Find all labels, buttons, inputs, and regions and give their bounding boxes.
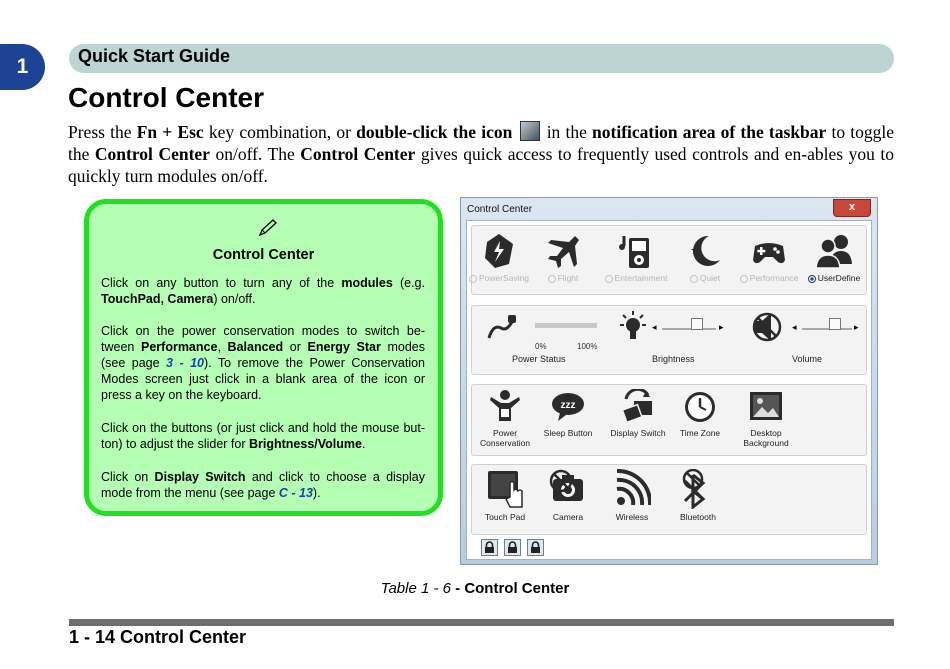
- radio-icon: [690, 275, 698, 283]
- bluetooth-button[interactable]: [663, 469, 733, 522]
- quiet-icon: [687, 232, 723, 270]
- lock-icon: [528, 540, 543, 555]
- window-title: Control Center: [467, 204, 533, 215]
- brightness-slider[interactable]: [662, 320, 716, 330]
- display-switch-button[interactable]: [603, 389, 673, 438]
- intro-bold: notification area of the taskbar: [592, 122, 827, 142]
- brightness-icon: [616, 310, 650, 344]
- intro-text: key combination, or: [203, 122, 357, 142]
- power-saving-icon: [481, 232, 517, 270]
- lock-button[interactable]: [481, 539, 498, 556]
- note-paragraph-2: [101, 323, 425, 403]
- module-label: Power Conservation: [479, 428, 531, 448]
- note-text: (e.g.: [392, 276, 425, 290]
- window-content: [466, 220, 872, 560]
- mode-label: [605, 273, 668, 283]
- power-max-label: 100%: [577, 342, 598, 351]
- note-bold: TouchPad, Camera: [101, 292, 214, 306]
- page-reference-link[interactable]: 3 - 10: [166, 356, 204, 370]
- note-text: Click on any button to turn any of the: [101, 276, 342, 290]
- intro-text: gives quick access to frequently used controls and en-ables you to quickly turn modules on/off.: [68, 144, 894, 186]
- intro-bold: Control Center: [300, 144, 416, 164]
- module-label: Camera: [552, 512, 584, 522]
- volume-decrease-icon[interactable]: ◂: [792, 322, 797, 332]
- note-bold: modules: [341, 276, 393, 290]
- chapter-number: 1: [16, 55, 29, 78]
- desktop-background-icon: [748, 389, 784, 425]
- slider-knob[interactable]: [691, 318, 703, 330]
- control-center-tray-icon: [520, 121, 540, 141]
- note-text: ,: [217, 340, 228, 354]
- note-paragraph-4: [101, 469, 425, 501]
- note-text: Click on the power conservation modes to switch be-tween: [101, 324, 425, 354]
- touch-pad-icon: [486, 469, 524, 509]
- note-text: .: [361, 437, 366, 451]
- module-label: Desktop Background: [743, 428, 789, 448]
- flight-icon: [545, 232, 581, 270]
- mode-entertainment[interactable]: [601, 232, 671, 283]
- mode-label-text: Performance: [749, 273, 799, 283]
- mode-label-text: UserDefine: [817, 273, 861, 283]
- mode-label-text: Quiet: [699, 273, 721, 283]
- mode-label-text: Flight: [557, 273, 579, 283]
- intro-bold: Control Center: [94, 144, 210, 164]
- lock-icon: [505, 540, 520, 555]
- intro-text: on/off. The: [209, 144, 301, 164]
- mode-performance[interactable]: [734, 232, 804, 283]
- devices-panel: [471, 464, 867, 535]
- module-label: Time Zone: [679, 428, 721, 438]
- volume-mute-icon: [751, 310, 785, 344]
- note-title: Control Center: [212, 247, 315, 263]
- footer-rule: [69, 619, 894, 626]
- volume-label: Volume: [792, 354, 823, 364]
- page-reference-link[interactable]: C - 13: [278, 486, 313, 500]
- caption-number: Table 1 - 6: [380, 580, 451, 597]
- power-plug-icon: [487, 314, 517, 340]
- radio-icon: [548, 275, 556, 283]
- footer-page-label: 1 - 14 Control Center: [69, 627, 247, 647]
- module-label: Display Switch: [610, 428, 666, 438]
- mode-label: [808, 273, 861, 283]
- note-text: modes (see page: [101, 340, 425, 370]
- brightness-label: Brightness: [652, 354, 695, 364]
- intro-bold: Fn + Esc: [136, 122, 204, 142]
- wireless-icon: [613, 469, 651, 509]
- mode-label-text: Entertainment: [614, 273, 668, 283]
- touch-pad-button[interactable]: [470, 469, 540, 522]
- time-zone-icon: [682, 389, 718, 425]
- time-zone-button[interactable]: [665, 389, 735, 438]
- intro-paragraph: [68, 121, 894, 187]
- mode-label-text: PowerSaving: [478, 273, 530, 283]
- mode-label: [548, 273, 579, 283]
- note-text: ) on/off.: [213, 292, 256, 306]
- pencil-icon: [257, 218, 279, 238]
- bluetooth-icon: [679, 469, 717, 509]
- intro-text: Press the: [68, 122, 137, 142]
- mode-power-saving[interactable]: [464, 232, 534, 283]
- note-box: [84, 199, 443, 516]
- note-paragraph-1: [101, 275, 425, 307]
- brightness-increase-icon[interactable]: ▸: [719, 322, 724, 332]
- chapter-tab: [0, 44, 45, 90]
- radio-icon: [740, 275, 748, 283]
- caption-title: - Control Center: [450, 580, 570, 597]
- module-label: Wireless: [615, 512, 649, 522]
- sleep-button[interactable]: [533, 389, 603, 438]
- table-caption: [0, 580, 950, 597]
- sleep-button-icon: [550, 389, 586, 425]
- control-center-window: [460, 197, 878, 565]
- radio-selected-icon: [808, 275, 816, 283]
- camera-icon: [549, 469, 587, 509]
- lock-icon: [482, 540, 497, 555]
- performance-icon: [751, 232, 787, 270]
- module-label: Bluetooth: [680, 512, 716, 522]
- power-min-label: 0%: [535, 342, 547, 351]
- module-label: Touch Pad: [484, 512, 526, 522]
- svg-text:zzz: zzz: [560, 400, 576, 411]
- mode-flight[interactable]: [528, 232, 598, 283]
- intro-text: to toggle the: [68, 122, 895, 164]
- camera-button[interactable]: [533, 469, 603, 522]
- user-define-icon: [816, 232, 852, 270]
- power-conservation-button[interactable]: [470, 389, 540, 448]
- note-text: and click to choose a display mode from the menu (see page: [101, 470, 425, 500]
- mode-label: [740, 273, 799, 283]
- mode-user-define[interactable]: [799, 232, 869, 283]
- radio-icon: [469, 275, 477, 283]
- power-status-bar: [535, 323, 597, 328]
- mode-label: [469, 273, 529, 283]
- page-title: Control Center: [68, 82, 264, 113]
- note-bold: Brightness/Volume: [249, 437, 362, 451]
- volume-slider[interactable]: [802, 320, 852, 330]
- mode-label: [690, 273, 720, 283]
- power-modes-panel: [471, 225, 867, 295]
- mode-quiet[interactable]: [670, 232, 740, 283]
- intro-bold: double-click the icon: [356, 122, 513, 142]
- header-title: Quick Start Guide: [78, 46, 231, 66]
- note-bold: Performance: [141, 340, 218, 354]
- note-bold: Energy Star: [307, 340, 381, 354]
- wireless-button[interactable]: [597, 469, 667, 522]
- note-text: ).: [312, 486, 321, 500]
- power-conservation-icon: [487, 389, 523, 425]
- note-bold: Display Switch: [154, 470, 246, 484]
- lock-button[interactable]: [527, 539, 544, 556]
- note-text: or: [283, 340, 308, 354]
- entertainment-icon: [618, 232, 654, 270]
- brightness-decrease-icon[interactable]: ◂: [652, 322, 657, 332]
- note-paragraph-3: [101, 420, 425, 452]
- module-label: Sleep Button: [543, 428, 593, 438]
- note-bold: Balanced: [227, 340, 284, 354]
- display-switch-icon: [620, 389, 656, 425]
- status-panel: [471, 305, 867, 375]
- lock-button[interactable]: [504, 539, 521, 556]
- note-text: Click on the buttons (or just click and hold the mouse but-ton) to adjust the slider for: [101, 421, 425, 451]
- intro-text: in the: [541, 122, 593, 142]
- note-text: Click on: [101, 470, 155, 484]
- note-text: ). To remove the Power Conservation Modes screen just click in a blank area of the icon or press a key on the keyboard.: [101, 356, 426, 402]
- slider-knob[interactable]: [829, 318, 841, 330]
- close-button[interactable]: x: [833, 199, 871, 217]
- volume-increase-icon[interactable]: ▸: [854, 322, 859, 332]
- desktop-background-button[interactable]: [731, 389, 801, 448]
- radio-icon: [605, 275, 613, 283]
- utilities-panel: [471, 384, 867, 456]
- power-status-label: Power Status: [512, 354, 566, 364]
